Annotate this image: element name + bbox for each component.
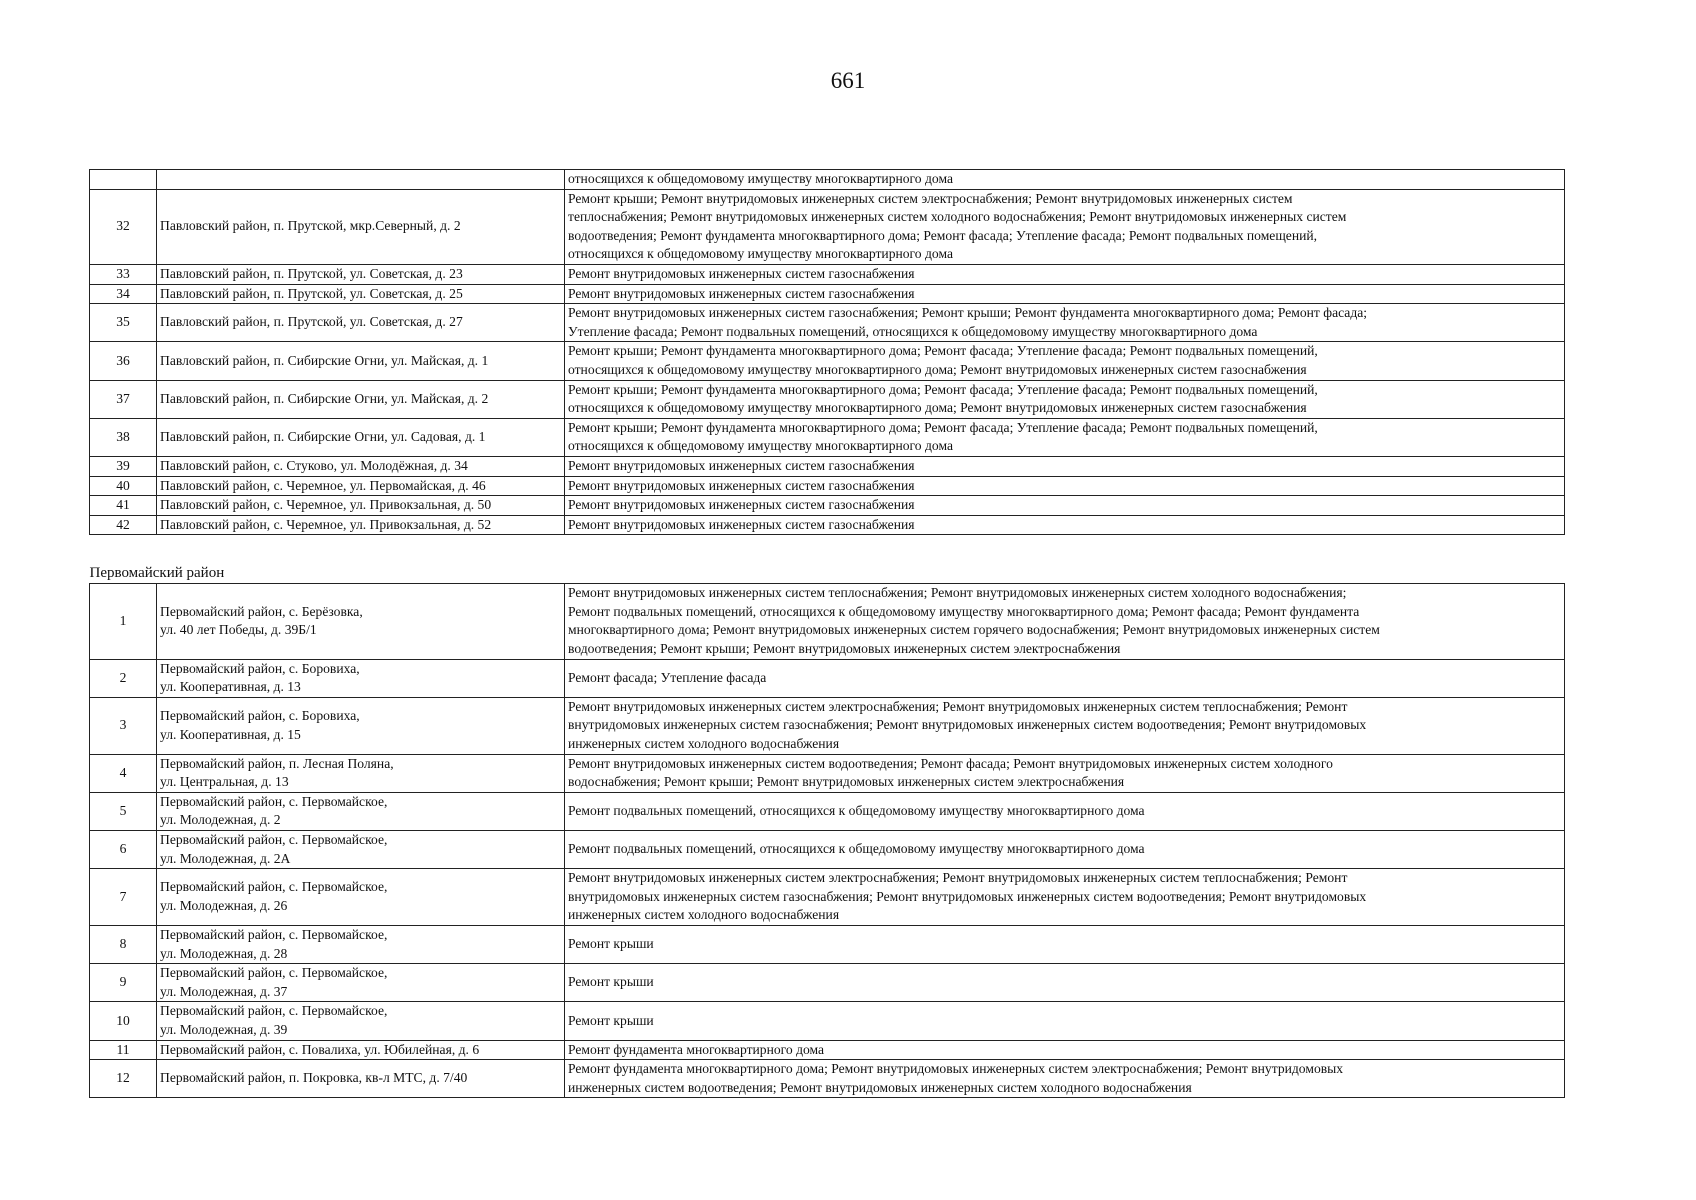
table-row — [90, 304, 1565, 342]
address-cell: Павловский район, с. Черемное, ул. Первомайская, д. 46 — [157, 476, 565, 496]
row-number-cell: 9 — [90, 964, 157, 1002]
table-row — [90, 925, 1565, 963]
table-row — [90, 964, 1565, 1002]
row-number-cell: 5 — [90, 792, 157, 830]
address-cell: Первомайский район, с. Первомайское, ул. Молодежная, д. 2 — [157, 792, 565, 830]
row-number-cell: 1 — [90, 584, 157, 659]
table-body — [90, 170, 1565, 1098]
works-cell: Ремонт крыши; Ремонт фундамента многоквартирного дома; Ремонт фасада; Утепление фасада; Ремонт подвальных помещений, относящихся к общедомовому имуществу многоквартирного дома; Ремонт внутридомовых инженерных систем газоснабжения — [565, 342, 1565, 380]
table-row — [90, 170, 1565, 190]
works-cell: Ремонт внутридомовых инженерных систем газоснабжения — [565, 496, 1565, 516]
address-cell: Первомайский район, с. Повалиха, ул. Юбилейная, д. 6 — [157, 1040, 565, 1060]
works-cell: Ремонт внутридомовых инженерных систем водоотведения; Ремонт фасада; Ремонт внутридомовых инженерных систем холодного водоснабжения; Ремонт крыши; Ремонт внутридомовых инженерных систем электроснабжения — [565, 754, 1565, 792]
works-cell: Ремонт крыши; Ремонт фундамента многоквартирного дома; Ремонт фасада; Утепление фасада; Ремонт подвальных помещений, относящихся к общедомовому имуществу многоквартирного дома; Ремонт внутридомовых инженерных систем газоснабжения — [565, 380, 1565, 418]
works-cell: Ремонт подвальных помещений, относящихся к общедомовому имуществу многоквартирного дома — [565, 831, 1565, 869]
table-row — [90, 869, 1565, 926]
works-cell: Ремонт внутридомовых инженерных систем электроснабжения; Ремонт внутридомовых инженерных систем теплоснабжения; Ремонт внутридомовых инженерных систем газоснабжения; Ремонт внутридомовых инженерных систем водоотведения; Ремонт внутридомовых инженерных систем холодного водоснабжения — [565, 869, 1565, 926]
table-row — [90, 584, 1565, 659]
address-cell: Павловский район, п. Сибирские Огни, ул. Майская, д. 2 — [157, 380, 565, 418]
table-row — [90, 264, 1565, 284]
row-number-cell: 7 — [90, 869, 157, 926]
row-number-cell: 32 — [90, 189, 157, 264]
table-row — [90, 380, 1565, 418]
address-cell: Павловский район, с. Стуково, ул. Молодёжная, д. 34 — [157, 456, 565, 476]
row-number-cell: 34 — [90, 284, 157, 304]
table-row — [90, 754, 1565, 792]
row-number-cell: 10 — [90, 1002, 157, 1040]
table-row — [90, 1060, 1565, 1098]
address-cell: Павловский район, п. Прутской, ул. Советская, д. 23 — [157, 264, 565, 284]
row-number-cell: 33 — [90, 264, 157, 284]
table-row — [90, 831, 1565, 869]
table-row — [90, 189, 1565, 264]
row-number-cell: 11 — [90, 1040, 157, 1060]
table-row — [90, 792, 1565, 830]
works-cell: Ремонт внутридомовых инженерных систем теплоснабжения; Ремонт внутридомовых инженерных систем холодного водоснабжения; Ремонт подвальных помещений, относящихся к общедомовому имуществу многоквартирного дома; Ремонт фасада; Ремонт фундамента многоквартирного дома; Ремонт внутридомовых инженерных систем горячего водоснабжения; Ремонт внутридомовых инженерных систем водоотведения; Ремонт крыши; Ремонт внутридомовых инженерных систем электроснабжения — [565, 584, 1565, 659]
table-row — [90, 697, 1565, 754]
table-row — [90, 476, 1565, 496]
works-cell: Ремонт фасада; Утепление фасада — [565, 659, 1565, 697]
works-cell: Ремонт внутридомовых инженерных систем газоснабжения — [565, 476, 1565, 496]
works-cell: Ремонт внутридомовых инженерных систем газоснабжения — [565, 284, 1565, 304]
works-cell: Ремонт фундамента многоквартирного дома; Ремонт внутридомовых инженерных систем электроснабжения; Ремонт внутридомовых инженерных систем водоотведения; Ремонт внутридомовых инженерных систем холодного водоснабжения — [565, 1060, 1565, 1098]
table-row — [90, 342, 1565, 380]
row-number-cell: 12 — [90, 1060, 157, 1098]
address-cell: Павловский район, п. Прутской, ул. Советская, д. 25 — [157, 284, 565, 304]
table-row — [90, 496, 1565, 516]
address-cell: Павловский район, с. Черемное, ул. Привокзальная, д. 50 — [157, 496, 565, 516]
table-row — [90, 284, 1565, 304]
row-number-cell: 8 — [90, 925, 157, 963]
address-cell — [157, 170, 565, 190]
row-number-cell: 35 — [90, 304, 157, 342]
address-cell: Павловский район, п. Сибирские Огни, ул. Майская, д. 1 — [157, 342, 565, 380]
row-number-cell — [90, 170, 157, 190]
works-cell: Ремонт крыши; Ремонт внутридомовых инженерных систем электроснабжения; Ремонт внутридомовых инженерных систем теплоснабжения; Ремонт внутридомовых инженерных систем холодного водоснабжения; Ремонт внутридомовых инженерных систем водоотведения; Ремонт фундамента многоквартирного дома; Ремонт фасада; Утепление фасада; Ремонт подвальных помещений, относящихся к общедомовому имуществу многоквартирного дома — [565, 189, 1565, 264]
works-cell: Ремонт подвальных помещений, относящихся к общедомовому имуществу многоквартирного дома — [565, 792, 1565, 830]
row-number-cell: 3 — [90, 697, 157, 754]
table-row — [90, 456, 1565, 476]
address-cell: Первомайский район, с. Первомайское, ул. Молодежная, д. 2А — [157, 831, 565, 869]
address-cell: Первомайский район, с. Боровиха, ул. Кооперативная, д. 15 — [157, 697, 565, 754]
works-cell: Ремонт внутридомовых инженерных систем газоснабжения — [565, 515, 1565, 535]
table-row — [90, 418, 1565, 456]
address-cell: Первомайский район, с. Первомайское, ул. Молодежная, д. 37 — [157, 964, 565, 1002]
works-cell: Ремонт внутридомовых инженерных систем электроснабжения; Ремонт внутридомовых инженерных систем теплоснабжения; Ремонт внутридомовых инженерных систем газоснабжения; Ремонт внутридомовых инженерных систем водоотведения; Ремонт внутридомовых инженерных систем холодного водоснабжения — [565, 697, 1565, 754]
address-cell: Павловский район, с. Черемное, ул. Привокзальная, д. 52 — [157, 515, 565, 535]
works-cell: Ремонт крыши — [565, 925, 1565, 963]
works-cell: относящихся к общедомовому имуществу многоквартирного дома — [565, 170, 1565, 190]
repair-table — [89, 169, 1565, 1098]
table-row — [90, 1002, 1565, 1040]
row-number-cell: 42 — [90, 515, 157, 535]
table-row — [90, 515, 1565, 535]
row-number-cell: 40 — [90, 476, 157, 496]
section-heading-row — [90, 535, 1565, 584]
address-cell: Первомайский район, с. Берёзовка, ул. 40 лет Победы, д. 39Б/1 — [157, 584, 565, 659]
works-cell: Ремонт крыши; Ремонт фундамента многоквартирного дома; Ремонт фасада; Утепление фасада; Ремонт подвальных помещений, относящихся к общедомовому имуществу многоквартирного дома — [565, 418, 1565, 456]
works-cell: Ремонт внутридомовых инженерных систем газоснабжения — [565, 264, 1565, 284]
works-cell: Ремонт крыши — [565, 964, 1565, 1002]
address-cell: Первомайский район, п. Лесная Поляна, ул. Центральная, д. 13 — [157, 754, 565, 792]
works-cell: Ремонт внутридомовых инженерных систем газоснабжения; Ремонт крыши; Ремонт фундамента многоквартирного дома; Ремонт фасада; Утепление фасада; Ремонт подвальных помещений, относящихся к общедомовому имуществу многоквартирного дома — [565, 304, 1565, 342]
address-cell: Павловский район, п. Прутской, ул. Советская, д. 27 — [157, 304, 565, 342]
works-cell: Ремонт фундамента многоквартирного дома — [565, 1040, 1565, 1060]
row-number-cell: 39 — [90, 456, 157, 476]
address-cell: Первомайский район, с. Первомайское, ул. Молодежная, д. 39 — [157, 1002, 565, 1040]
page-number: 661 — [830, 68, 866, 93]
address-cell: Павловский район, п. Прутской, мкр.Северный, д. 2 — [157, 189, 565, 264]
table-row — [90, 1040, 1565, 1060]
table-row — [90, 659, 1565, 697]
row-number-cell: 4 — [90, 754, 157, 792]
address-cell: Первомайский район, с. Боровиха, ул. Кооперативная, д. 13 — [157, 659, 565, 697]
row-number-cell: 6 — [90, 831, 157, 869]
repair-table-container — [89, 169, 1564, 1098]
section-title: Первомайский район — [90, 535, 1565, 584]
address-cell: Павловский район, п. Сибирские Огни, ул. Садовая, д. 1 — [157, 418, 565, 456]
row-number-cell: 41 — [90, 496, 157, 516]
row-number-cell: 37 — [90, 380, 157, 418]
works-cell: Ремонт внутридомовых инженерных систем газоснабжения — [565, 456, 1565, 476]
address-cell: Первомайский район, п. Покровка, кв-л МТС, д. 7/40 — [157, 1060, 565, 1098]
address-cell: Первомайский район, с. Первомайское, ул. Молодежная, д. 28 — [157, 925, 565, 963]
row-number-cell: 36 — [90, 342, 157, 380]
row-number-cell: 2 — [90, 659, 157, 697]
address-cell: Первомайский район, с. Первомайское, ул. Молодежная, д. 26 — [157, 869, 565, 926]
row-number-cell: 38 — [90, 418, 157, 456]
works-cell: Ремонт крыши — [565, 1002, 1565, 1040]
